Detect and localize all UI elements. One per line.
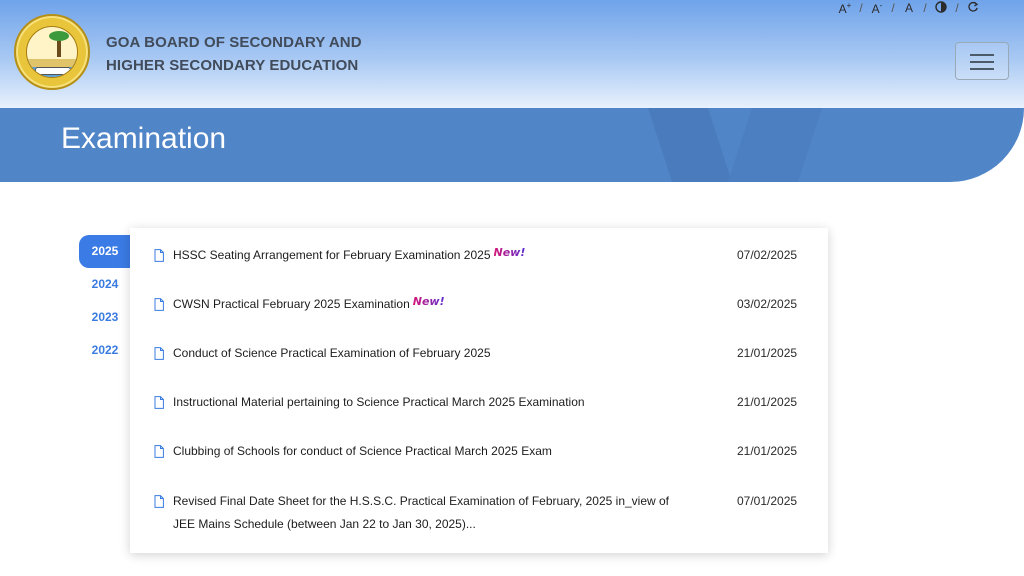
- notice-date: 21/01/2025: [737, 444, 798, 458]
- notice-list: [130, 228, 828, 553]
- accessibility-toolbar: [836, 0, 982, 16]
- font-reset-button[interactable]: A: [904, 1, 913, 15]
- font-increase-button[interactable]: A+: [838, 0, 852, 16]
- board-name-line1: GOA BOARD OF SECONDARY AND: [106, 34, 362, 51]
- year-tabs: [79, 235, 131, 367]
- notice-link[interactable]: Clubbing of Schools for conduct of Science Practical March 2025 Exam: [173, 444, 552, 458]
- tab-year-2022[interactable]: 2022: [91, 343, 119, 357]
- tab-year-2024[interactable]: 2024: [91, 277, 119, 291]
- page-banner: [0, 108, 1024, 182]
- notice-title-line2: JEE Mains Schedule (between Jan 22 to Jan 30, 2025)...: [173, 517, 476, 531]
- notice-link[interactable]: CWSN Practical February 2025 Examination New!: [173, 295, 445, 311]
- document-icon: [154, 396, 164, 409]
- new-badge: New!: [412, 295, 445, 308]
- notice-title-line1: Revised Final Date Sheet for the H.S.S.C. Practical Examination of February, 2025 in_view of: [173, 494, 670, 508]
- document-icon: [154, 445, 164, 458]
- board-name-line2: HIGHER SECONDARY EDUCATION: [106, 57, 359, 74]
- notice-date: 21/01/2025: [737, 346, 798, 360]
- separator: /: [891, 1, 895, 15]
- document-icon: [154, 347, 164, 360]
- board-name: [106, 31, 406, 77]
- separator: /: [923, 1, 927, 15]
- notice-link[interactable]: HSSC Seating Arrangement for February Examination 2025 New!: [173, 246, 526, 262]
- notice-date: 07/01/2025: [737, 494, 798, 508]
- notice-date: 03/02/2025: [737, 297, 798, 311]
- gbshse-emblem-icon[interactable]: [14, 14, 90, 90]
- contrast-icon[interactable]: [932, 1, 950, 16]
- hamburger-menu-icon[interactable]: [955, 42, 1009, 80]
- separator: /: [859, 1, 863, 15]
- emblem-inner: [26, 26, 78, 78]
- font-decrease-button[interactable]: A-: [871, 0, 883, 16]
- notice-link[interactable]: Instructional Material pertaining to Science Practical March 2025 Examination: [173, 395, 585, 409]
- separator: /: [955, 1, 959, 15]
- document-icon: [154, 298, 164, 311]
- notice-date: 07/02/2025: [737, 248, 798, 262]
- notice-date: 21/01/2025: [737, 395, 798, 409]
- refresh-icon[interactable]: [964, 1, 982, 16]
- notice-link[interactable]: Conduct of Science Practical Examination of February 2025: [173, 346, 491, 360]
- document-icon: [154, 495, 164, 508]
- page-title: Examination: [61, 122, 227, 155]
- tab-year-2023[interactable]: 2023: [91, 310, 119, 324]
- document-icon: [154, 249, 164, 262]
- site-header: [0, 0, 1024, 108]
- tab-year-2025[interactable]: 2025: [79, 235, 131, 268]
- new-badge: New!: [493, 246, 526, 259]
- notice-link[interactable]: [173, 490, 713, 536]
